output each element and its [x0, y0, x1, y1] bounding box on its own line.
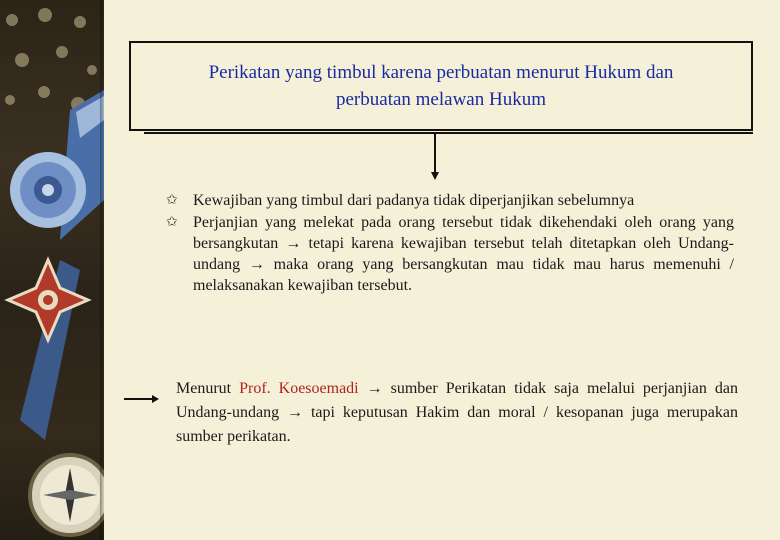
title-line-2: perbuatan melawan Hukum [336, 89, 546, 110]
down-arrow-icon [431, 172, 439, 180]
bullet-item [166, 190, 734, 211]
note-paragraph [176, 377, 738, 449]
down-arrow-shaft [434, 134, 436, 174]
title-line-1: Perikatan yang timbul karena perbuatan menurut Hukum dan [208, 62, 674, 83]
bullet-item [166, 212, 734, 296]
bullet-list [166, 190, 734, 297]
decorative-medal-photo [0, 0, 104, 540]
slide-content [104, 0, 780, 540]
medal-photo-illustration [0, 0, 104, 540]
note-prefix: Menurut [176, 380, 240, 397]
title-box [129, 41, 753, 131]
star-outline-icon: ✩ [166, 192, 178, 208]
title-underline [144, 132, 753, 134]
slide-title [141, 59, 741, 113]
bullet-text: Perjanjian yang melekat pada orang tersebut tidak dikehendaki oleh orang yang bersangkutan → tetapi karena kewajiban tersebut telah ditetapkan oleh Undang-undang → maka orang yang bersangkutan mau tidak mau harus memenuhi / melaksanakan kewajiban tersebut. [193, 214, 734, 294]
right-arrow-shaft [124, 398, 154, 400]
star-outline-icon: ✩ [166, 214, 178, 230]
bullet-text: Kewajiban yang timbul dari padanya tidak diperjanjikan sebelumnya [193, 192, 635, 209]
note-suffix: → sumber Perikatan tidak saja melalui perjanjian dan Undang-undang → tapi keputusan Hakim dan moral / kesopanan juga merupakan sumber perikatan. [176, 380, 738, 445]
right-arrow-icon [152, 395, 159, 403]
note-author-name: Prof. Koesoemadi [239, 380, 359, 397]
